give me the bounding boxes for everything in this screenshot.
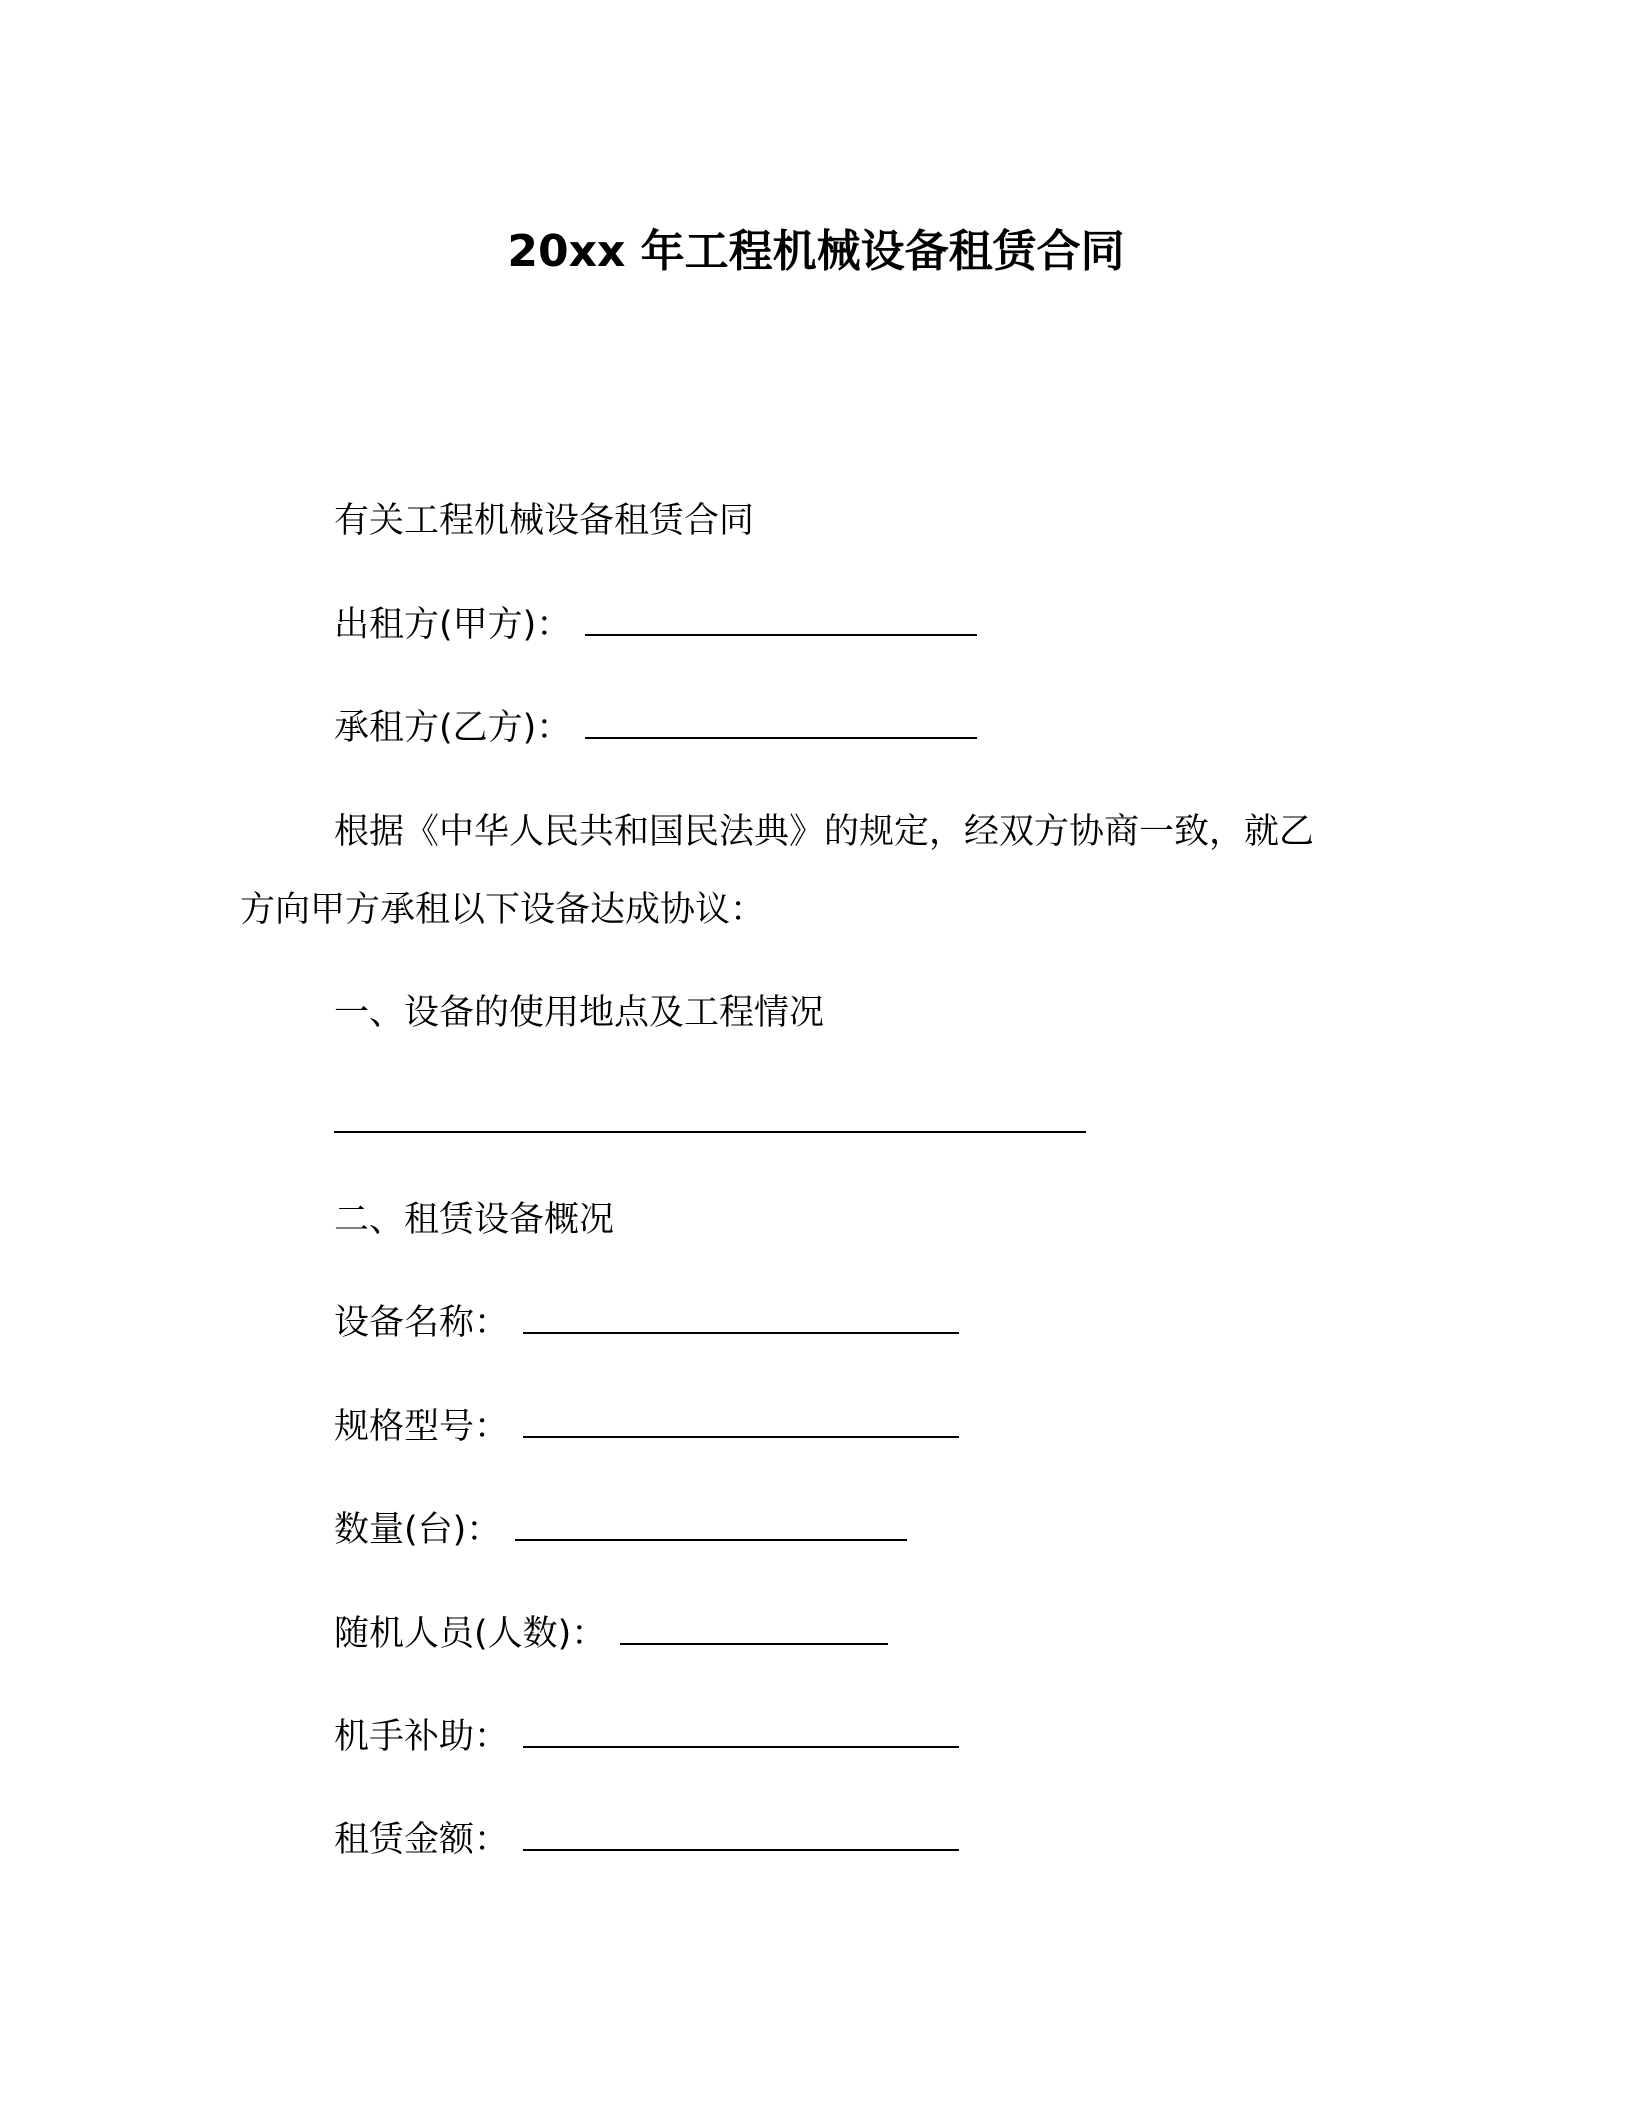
- contract-subtitle: 有关工程机械设备租赁合同: [334, 501, 755, 541]
- field-label: 数量(台)：: [334, 1510, 502, 1550]
- field-label: 租赁金额：: [334, 1820, 510, 1860]
- lessor-blank[interactable]: [585, 608, 977, 636]
- field-quantity: [334, 1505, 907, 1555]
- field-operators: [334, 1609, 888, 1659]
- field-blank[interactable]: [523, 1823, 959, 1851]
- field-model: [334, 1402, 959, 1452]
- field-label: 机手补助：: [334, 1717, 510, 1757]
- lessor-row: [334, 600, 977, 650]
- preamble-line-1: 根据《中华人民共和国民法典》的规定，经双方协商一致，就乙: [334, 812, 1315, 852]
- field-blank[interactable]: [523, 1306, 959, 1334]
- preamble-line-2: 方向甲方承租以下设备达成协议：: [240, 890, 766, 930]
- field-operator-allowance: [334, 1712, 959, 1762]
- section-2-heading: 二、租赁设备概况: [334, 1200, 615, 1240]
- document-title: 20xx 年工程机械设备租赁合同: [507, 226, 1125, 277]
- field-rental-amount: [334, 1815, 959, 1865]
- lessee-blank[interactable]: [585, 711, 977, 739]
- section-1-heading: 一、设备的使用地点及工程情况: [334, 993, 825, 1033]
- lessee-label: 承租方(乙方)：: [334, 708, 572, 748]
- field-blank[interactable]: [523, 1410, 959, 1438]
- field-blank[interactable]: [620, 1617, 888, 1645]
- field-label: 规格型号：: [334, 1407, 510, 1447]
- field-blank[interactable]: [515, 1513, 907, 1541]
- field-blank[interactable]: [523, 1720, 959, 1748]
- section-1-blank[interactable]: [334, 1131, 1086, 1133]
- lessee-row: [334, 703, 977, 753]
- field-label: 设备名称：: [334, 1303, 510, 1343]
- field-label: 随机人员(人数)：: [334, 1614, 607, 1654]
- field-equipment-name: [334, 1298, 959, 1348]
- lessor-label: 出租方(甲方)：: [334, 605, 572, 645]
